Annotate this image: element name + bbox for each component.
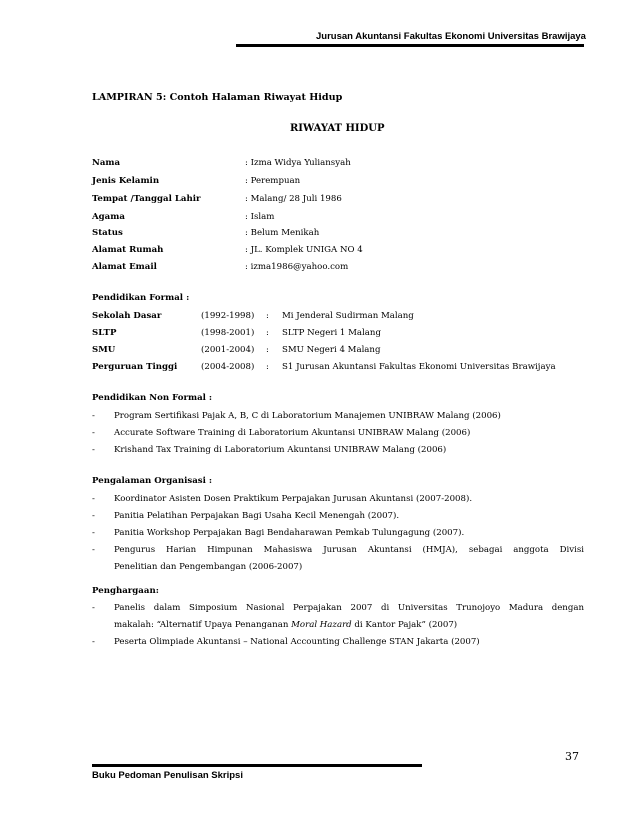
formal-years: (1992-1998): [201, 311, 255, 321]
formal-school: S1 Jurusan Akuntansi Fakultas Ekonomi Universitas Brawijaya: [282, 362, 556, 372]
identity-label: Status: [92, 228, 123, 238]
section-heading-organisasi: Pengalaman Organisasi :: [92, 476, 213, 486]
identity-value: : Perempuan: [245, 176, 301, 186]
text-segment: di Kantor Pajak” (2007): [351, 620, 458, 630]
list-item: Panitia Pelatihan Perpajakan Bagi Usaha Kecil Menengah (2007).: [114, 511, 400, 521]
identity-value: : JL. Komplek UNIGA NO 4: [245, 245, 363, 255]
formal-school: SLTP Negeri 1 Malang: [282, 328, 381, 338]
section-heading-formal: Pendidikan Formal :: [92, 293, 190, 303]
identity-value: : Izma Widya Yuliansyah: [245, 158, 351, 168]
list-item-continuation: Penelitian dan Pengembangan (2006-2007): [114, 562, 303, 572]
footer-rule: [92, 764, 422, 767]
text-segment: makalah: “Alternatif Upaya Penanganan: [114, 620, 292, 630]
formal-separator: :: [266, 362, 269, 372]
running-footer: Buku Pedoman Penulisan Skripsi: [92, 770, 243, 781]
formal-separator: :: [266, 328, 269, 338]
bullet: -: [92, 511, 95, 521]
list-item: Peserta Olimpiade Akuntansi – National Accounting Challenge STAN Jakarta (2007): [114, 637, 480, 647]
page-number: 37: [565, 750, 579, 763]
italic-term: Moral Hazard: [291, 620, 352, 630]
bullet: -: [92, 445, 95, 455]
identity-value: : Malang/ 28 Juli 1986: [245, 194, 342, 204]
formal-level: SMU: [92, 345, 116, 355]
identity-label: Tempat /Tanggal Lahir: [92, 194, 201, 204]
formal-years: (2001-2004): [201, 345, 255, 355]
identity-label: Alamat Rumah: [92, 245, 164, 255]
bullet: -: [92, 411, 95, 421]
identity-label: Jenis Kelamin: [92, 176, 160, 186]
bullet: -: [92, 603, 95, 613]
list-item: Koordinator Asisten Dosen Praktikum Perpajakan Jurusan Akuntansi (2007-2008).: [114, 494, 473, 504]
identity-value: : Islam: [245, 212, 275, 222]
formal-school: SMU Negeri 4 Malang: [282, 345, 381, 355]
list-item: Accurate Software Training di Laboratorium Akuntansi UNIBRAW Malang (2006): [114, 428, 471, 438]
section-heading-penghargaan: Penghargaan:: [92, 586, 159, 596]
bullet: -: [92, 637, 95, 647]
identity-label: Nama: [92, 158, 121, 168]
list-item: Program Sertifikasi Pajak A, B, C di Laboratorium Manajemen UNIBRAW Malang (2006): [114, 411, 501, 421]
header-rule: [236, 44, 584, 47]
formal-separator: :: [266, 345, 269, 355]
identity-label: Agama: [92, 212, 125, 222]
formal-school: Mi Jenderal Sudirman Malang: [282, 311, 414, 321]
section-heading-nonformal: Pendidikan Non Formal :: [92, 393, 213, 403]
formal-years: (1998-2001): [201, 328, 255, 338]
appendix-title: LAMPIRAN 5: Contoh Halaman Riwayat Hidup: [92, 92, 343, 103]
list-item-continuation: [114, 620, 457, 631]
list-item: Panitia Workshop Perpajakan Bagi Bendaharawan Pemkab Tulungagung (2007).: [114, 528, 465, 538]
bullet: -: [92, 545, 95, 555]
formal-level: Sekolah Dasar: [92, 311, 162, 321]
bullet: -: [92, 528, 95, 538]
list-item: Panelis dalam Simposium Nasional Perpajakan 2007 di Universitas Trunojoyo Madura dengan: [114, 603, 584, 613]
list-item: Pengurus Harian Himpunan Mahasiswa Jurusan Akuntansi (HMJA), sebagai anggota Divisi: [114, 545, 584, 555]
running-header: Jurusan Akuntansi Fakultas Ekonomi Universitas Brawijaya: [316, 31, 586, 42]
formal-years: (2004-2008): [201, 362, 255, 372]
identity-value: : izma1986@yahoo.com: [245, 262, 349, 272]
identity-label: Alamat Email: [92, 262, 157, 272]
page-title: RIWAYAT HIDUP: [290, 123, 385, 134]
formal-level: SLTP: [92, 328, 117, 338]
identity-value: : Belum Menikah: [245, 228, 320, 238]
bullet: -: [92, 428, 95, 438]
list-item: Krishand Tax Training di Laboratorium Akuntansi UNIBRAW Malang (2006): [114, 445, 447, 455]
formal-level: Perguruan Tinggi: [92, 362, 178, 372]
formal-separator: :: [266, 311, 269, 321]
bullet: -: [92, 494, 95, 504]
